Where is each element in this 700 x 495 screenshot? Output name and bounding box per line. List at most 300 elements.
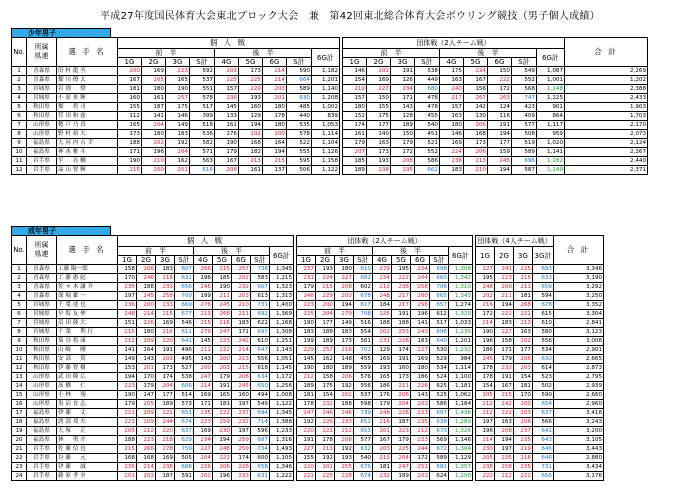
individual-score: 278 (156, 445, 175, 454)
table-row (12, 292, 604, 301)
team2-score: 651 (354, 418, 373, 427)
team2-score: 227 (297, 445, 316, 454)
team2-score: 141 (411, 319, 430, 328)
team2-score: 191 (391, 67, 415, 76)
team2-score: 586 (430, 400, 449, 409)
individual-score: 677 (175, 310, 194, 319)
player-name: 伊 藤 智 樹 (57, 364, 118, 373)
team4-score: 178 (476, 364, 495, 373)
team2-score: 189 (392, 472, 411, 481)
individual-score: 656 (175, 283, 194, 292)
individual-score: 182 (239, 148, 263, 157)
individual-score: 202 (142, 139, 166, 148)
player-name: 神 氷 雅 斗 (57, 148, 118, 157)
individual-score: 230 (213, 427, 232, 436)
individual-score: 1,168 (270, 319, 294, 328)
individual-score: 213 (232, 355, 251, 364)
individual-score: 222 (213, 346, 232, 355)
team2-score: 173 (335, 337, 354, 346)
individual-score: 634 (251, 373, 270, 382)
team2-score: 213 (464, 157, 488, 166)
row-number: 7 (12, 121, 27, 130)
team2-score: 227 (367, 85, 391, 94)
team4-score: 233 (495, 364, 514, 373)
individual-score: 170 (118, 274, 137, 283)
team2-score: 508 (512, 130, 537, 139)
team2-score: 187 (392, 418, 411, 427)
row-number: 19 (12, 427, 27, 436)
team2-score: 521 (415, 139, 440, 148)
player-name: 小 林 翔 (57, 391, 118, 400)
individual-score: 1,143 (270, 346, 294, 355)
team2-score: 169 (367, 76, 391, 85)
grand-total: 1,903 (565, 103, 648, 112)
individual-score: 200 (142, 166, 166, 175)
header-g3: 3G (166, 58, 190, 67)
individual-score: 247 (194, 373, 213, 382)
team2-score: 232 (316, 400, 335, 409)
table-row (12, 337, 604, 346)
header-team2-g5: 5G (392, 256, 411, 265)
individual-score: 1,051 (270, 355, 294, 364)
individual-score: 266 (194, 265, 213, 274)
individual-score: 591 (175, 472, 194, 481)
individual-score: 583 (251, 274, 270, 283)
team2-score: 589 (512, 148, 537, 157)
player-name: 佐 々 木 謙 介 (57, 283, 118, 292)
team2-score: 540 (415, 121, 440, 130)
table-row (12, 400, 604, 409)
header-pref-line2: 県連 (34, 52, 49, 60)
player-name: 渡 部 邦 夫 (57, 418, 118, 427)
individual-score: 191 (156, 346, 175, 355)
individual-score: 1,345 (270, 409, 294, 418)
prefecture: 福島県 (27, 418, 57, 427)
table-row (12, 157, 648, 166)
individual-score: 674 (175, 418, 194, 427)
grand-total: 2,371 (565, 166, 648, 175)
team4-score: 222 (495, 310, 514, 319)
player-name: 谷 藤 元 (57, 454, 118, 463)
team4-score: 222 (476, 472, 495, 481)
individual-score: 141 (142, 112, 166, 121)
team2-score: 984 (449, 355, 473, 364)
team2-score: 206 (464, 148, 488, 157)
individual-score: 223 (118, 382, 137, 391)
header-team2-g6: 6G (411, 256, 430, 265)
header-team2-g5: 5G (464, 58, 488, 67)
individual-score: 590 (287, 67, 312, 76)
team2-score: 246 (297, 292, 316, 301)
individual-score: 667 (251, 283, 270, 292)
team2-score: 1,117 (537, 121, 565, 130)
table-row (12, 454, 604, 463)
individual-score: 216 (156, 328, 175, 337)
header-team2-s-total: S計 (415, 58, 440, 67)
team4-score: 693 (533, 265, 554, 274)
individual-score: 1,114 (312, 130, 340, 139)
team4-score: 154 (514, 373, 533, 382)
table-row (12, 418, 604, 427)
prefecture: 福島県 (27, 409, 57, 418)
header-g3: 3G (156, 256, 175, 265)
team2-score: 610 (354, 265, 373, 274)
prefecture: 山形県 (27, 373, 57, 382)
team2-score: 221 (316, 427, 335, 436)
individual-score: 202 (194, 472, 213, 481)
header-no: No. (12, 236, 27, 265)
team4-score: 194 (495, 301, 514, 310)
team4-score: 205 (476, 391, 495, 400)
individual-score: 222 (213, 409, 232, 418)
individual-score: 538 (175, 373, 194, 382)
prefecture: 青森県 (27, 76, 57, 85)
team2-score: 210 (464, 166, 488, 175)
team4-score: 203 (514, 364, 533, 373)
team2-score: 1,001 (537, 76, 565, 85)
grand-total: 3,123 (554, 328, 604, 337)
individual-score: 536 (190, 130, 215, 139)
team4-score: 615 (533, 310, 554, 319)
team2-score: 556 (354, 382, 373, 391)
individual-score: 1,400 (270, 301, 294, 310)
individual-score: 1,126 (312, 148, 340, 157)
player-name: 佐 藤 信 也 (57, 445, 118, 454)
team2-score: 211 (392, 382, 411, 391)
team4-score: 223 (495, 274, 514, 283)
grand-total: 3,105 (554, 436, 604, 445)
team4-score: 225 (514, 265, 533, 274)
individual-score: 165 (118, 121, 142, 130)
team4-score: 181 (514, 292, 533, 301)
individual-score: 190 (215, 139, 239, 148)
header-team2-g4: 4G (373, 256, 392, 265)
individual-score: 187 (156, 472, 175, 481)
team2-score: 640 (430, 337, 449, 346)
team2-score: 258 (411, 283, 430, 292)
table-row (12, 310, 604, 319)
individual-score: 595 (287, 157, 312, 166)
header-s-total: S計 (190, 58, 215, 67)
table-row (12, 121, 648, 130)
row-number: 10 (12, 346, 27, 355)
team4-score: 646 (533, 445, 554, 454)
team2-score: 519 (512, 139, 537, 148)
team2-score: 1,181 (449, 382, 473, 391)
individual-score: 215 (194, 319, 213, 328)
team2-score: 279 (335, 310, 354, 319)
individual-score: 171 (232, 328, 251, 337)
individual-score: 191 (213, 382, 232, 391)
individual-score: 238 (156, 463, 175, 472)
team4-score: 170 (514, 391, 533, 400)
grand-total: 2,873 (554, 364, 604, 373)
table-row (12, 283, 604, 292)
individual-score: 222 (213, 454, 232, 463)
team2-score: 126 (391, 76, 415, 85)
team2-score: 229 (316, 292, 335, 301)
individual-score: 160 (232, 391, 251, 400)
individual-score: 203 (137, 472, 156, 481)
individual-score: 268 (213, 310, 232, 319)
individual-score: 201 (166, 166, 190, 175)
team2-score: 227 (411, 346, 430, 355)
individual-score: 535 (287, 121, 312, 130)
table-row (12, 76, 648, 85)
individual-score: 1,233 (270, 427, 294, 436)
header-prefecture (27, 236, 57, 265)
row-number: 23 (12, 463, 27, 472)
individual-score: 215 (263, 157, 287, 166)
team2-score: 959 (537, 130, 565, 139)
prefecture: 宮城県 (27, 328, 57, 337)
prefecture: 山形県 (27, 400, 57, 409)
header-first-half: 前 半 (118, 49, 215, 58)
team4-score: 167 (495, 382, 514, 391)
team2-score: 195 (392, 265, 411, 274)
grand-total: 3,008 (554, 337, 604, 346)
team2-score: 142 (464, 103, 488, 112)
table-row (12, 409, 604, 418)
team2-score: 173 (392, 373, 411, 382)
individual-score: 223 (137, 436, 156, 445)
team4-score: 641 (533, 427, 554, 436)
player-name: 畑 将 司 (57, 103, 118, 112)
team4-score: 248 (476, 283, 495, 292)
team4-score: 197 (495, 445, 514, 454)
team2-score: 257 (316, 346, 335, 355)
individual-score: 143 (137, 355, 156, 364)
individual-score: 196 (213, 472, 232, 481)
team2-score: 180 (440, 121, 464, 130)
individual-score: 168 (239, 139, 263, 148)
team4-score: 654 (533, 400, 554, 409)
team2-score: 200 (316, 301, 335, 310)
team2-score: 143 (391, 103, 415, 112)
team2-score: 204 (316, 310, 335, 319)
row-number: 22 (12, 454, 27, 463)
header-team4: 団体戦（4人チーム戦） (477, 237, 552, 245)
individual-score: 203 (213, 364, 232, 373)
grand-total: 1,202 (565, 76, 648, 85)
team2-score: 246 (316, 409, 335, 418)
team4-score: 633 (533, 274, 554, 283)
individual-score: 192 (166, 139, 190, 148)
individual-score: 165 (213, 391, 232, 400)
table-row (12, 85, 648, 94)
team4-score: 637 (533, 409, 554, 418)
individual-score: 1,308 (270, 328, 294, 337)
table-row (12, 346, 604, 355)
team4-score: 212 (495, 472, 514, 481)
individual-score: 215 (118, 328, 137, 337)
prefecture: 宮城県 (27, 85, 57, 94)
row-number: 11 (12, 355, 27, 364)
header-g2: 2G (137, 256, 156, 265)
individual-score: 171 (194, 400, 213, 409)
team4-score: 238 (476, 463, 495, 472)
header-team2-s-total: S計 (430, 256, 449, 265)
individual-score: 688 (175, 463, 194, 472)
individual-score: 1,256 (270, 382, 294, 391)
team2-score: 204 (392, 400, 411, 409)
team2-score: 747 (512, 94, 537, 103)
row-number: 9 (12, 139, 27, 148)
header-team2-g2: 2G (316, 256, 335, 265)
team2-score: 662 (415, 166, 440, 175)
section-label-adult: 成年男子 (11, 226, 111, 235)
individual-score: 714 (251, 418, 270, 427)
team2-score: 217 (392, 292, 411, 301)
team2-score: 624 (430, 472, 449, 481)
row-number: 24 (12, 472, 27, 481)
team4-score: 230 (476, 445, 495, 454)
team2-score: 577 (354, 436, 373, 445)
team4-score: 206 (514, 418, 533, 427)
individual-score: 188 (118, 139, 142, 148)
header-team4-g1: 1G (476, 247, 495, 265)
team2-score: 189 (316, 337, 335, 346)
player-name: 工 藤 憲 紀 (57, 274, 118, 283)
individual-score: 527 (175, 364, 194, 373)
grand-total: 2,267 (565, 148, 648, 157)
prefecture: 山形県 (27, 130, 57, 139)
team4-score: 614 (533, 364, 554, 373)
team2-score: 625 (430, 382, 449, 391)
individual-score: 196 (194, 274, 213, 283)
individual-score: 153 (118, 364, 137, 373)
team2-score: 538 (415, 67, 440, 76)
header-g2: 2G (142, 58, 166, 67)
individual-score: 213 (239, 157, 263, 166)
individual-score: 179 (215, 148, 239, 157)
prefecture: 福島県 (27, 148, 57, 157)
team2-score: 234 (391, 85, 415, 94)
team4-score: 245 (476, 355, 495, 364)
team2-score: 451 (415, 130, 440, 139)
individual-score: 200 (137, 301, 156, 310)
table-row (12, 166, 648, 175)
team2-score: 235 (411, 418, 430, 427)
prefecture: 福島県 (27, 139, 57, 148)
header-6g-total: 6G計 (312, 49, 340, 67)
team4-score: 214 (476, 436, 495, 445)
header-team2-g2: 2G (367, 58, 391, 67)
row-number: 1 (12, 67, 27, 76)
team2-score: 516 (354, 319, 373, 328)
table-row (12, 373, 604, 382)
header-pref-line1: 所属 (34, 241, 49, 249)
header-first-half: 前 半 (118, 247, 194, 256)
player-name: 田 村 龍 丞 (57, 67, 118, 76)
individual-score: 193 (239, 94, 263, 103)
team4-score: 646 (533, 454, 554, 463)
individual-score: 220 (156, 427, 175, 436)
header-team2: 団体戦（2人チーム戦） (343, 38, 565, 49)
individual-score: 759 (175, 445, 194, 454)
individual-score: 145 (215, 103, 239, 112)
team4-score: 237 (514, 427, 533, 436)
individual-score: 233 (156, 301, 175, 310)
individual-score: 232 (232, 418, 251, 427)
team2-score: 192 (316, 454, 335, 463)
individual-score: 168 (118, 454, 137, 463)
team4-score: 556 (533, 337, 554, 346)
team2-score: 223 (411, 436, 430, 445)
team2-score: 674 (354, 472, 373, 481)
team2-score: 697 (430, 409, 449, 418)
team2-score: 171 (391, 94, 415, 103)
team2-score: 423 (512, 103, 537, 112)
individual-score: 199 (194, 292, 213, 301)
team2-score: 739 (354, 409, 373, 418)
individual-score: 180 (142, 130, 166, 139)
team2-score: 587 (512, 166, 537, 175)
header-6g-total: 6G計 (270, 247, 294, 265)
prefecture: 福島県 (27, 436, 57, 445)
header-g6: 6G (232, 256, 251, 265)
team2-score: 172 (391, 148, 415, 157)
grand-total: 3,292 (554, 283, 604, 292)
team2-score: 478 (415, 94, 440, 103)
individual-score: 170 (137, 373, 156, 382)
header-team2-g6: 6G (488, 58, 512, 67)
table-row (12, 382, 604, 391)
individual-score: 169 (194, 391, 213, 400)
individual-score: 179 (118, 400, 137, 409)
individual-score: 613 (251, 292, 270, 301)
team2-score: 140 (367, 130, 391, 139)
individual-score: 596 (251, 427, 270, 436)
team2-score: 657 (430, 301, 449, 310)
header-g4: 4G (194, 256, 213, 265)
grand-total: 2,665 (554, 355, 604, 364)
team2-score: 238 (392, 283, 411, 292)
team2-score: 224 (464, 67, 488, 76)
individual-score: 175 (166, 103, 190, 112)
individual-score: 180 (263, 121, 287, 130)
individual-score: 202 (239, 130, 263, 139)
individual-score: 214 (194, 382, 213, 391)
team2-score: 233 (335, 418, 354, 427)
individual-score: 221 (156, 409, 175, 418)
player-name: 晶 山 智 輝 (57, 166, 118, 175)
team2-score: 632 (354, 445, 373, 454)
individual-score: 734 (251, 445, 270, 454)
team2-score: 201 (316, 463, 335, 472)
individual-score: 225 (239, 76, 263, 85)
team2-score: 1,320 (449, 310, 473, 319)
table-row (12, 112, 648, 121)
team2-score: 203 (411, 400, 430, 409)
team4-score: 235 (514, 436, 533, 445)
team2-score: 202 (335, 391, 354, 400)
team2-score: 207 (343, 148, 367, 157)
prefecture: 青森県 (27, 274, 57, 283)
individual-score: 201 (118, 472, 137, 481)
team4-score: 212 (476, 400, 495, 409)
team2-score: 188 (392, 319, 411, 328)
individual-score: 151 (118, 319, 137, 328)
team2-score: 554 (354, 328, 373, 337)
header-total: 合 計 (565, 38, 648, 67)
individual-score: 235 (118, 283, 137, 292)
team2-score: 155 (297, 454, 316, 463)
individual-score: 211 (194, 346, 213, 355)
prefecture: 宮城県 (27, 319, 57, 328)
individual-score: 279 (194, 328, 213, 337)
individual-score: 160 (118, 94, 142, 103)
